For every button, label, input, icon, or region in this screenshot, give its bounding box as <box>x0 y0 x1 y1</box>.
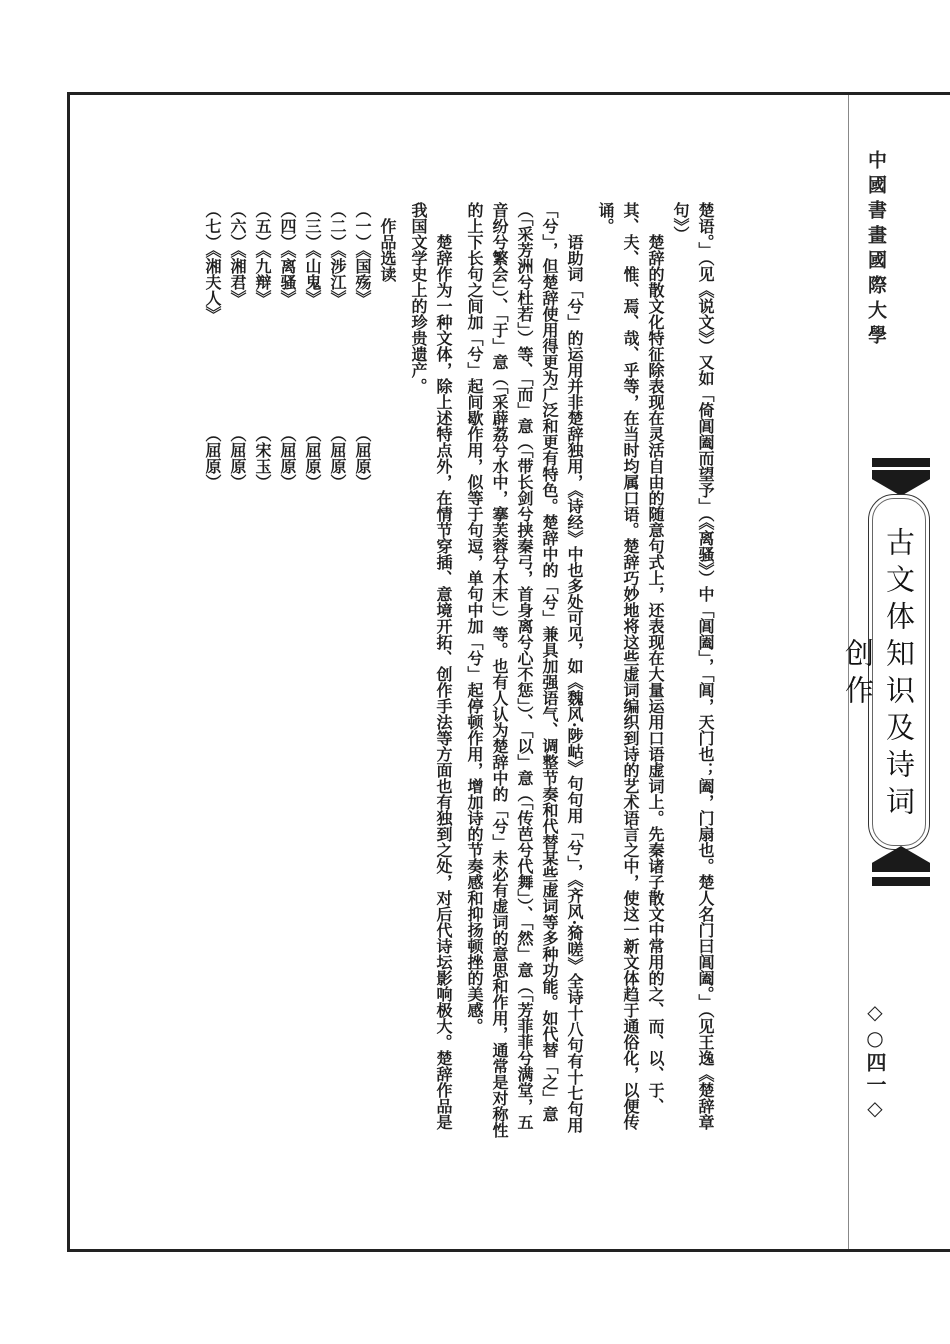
work-author: （宋玉） <box>253 426 272 490</box>
list-item <box>200 202 225 1142</box>
paragraph: 楚语。」（见《说文》）又如「倚阊阖而望予」（《离骚》）中「阊阖」，「阊，天门也；阖，门扇也。楚人名门曰阊阖。」（见王逸《楚辞章句》） <box>671 202 715 1130</box>
work-author: （屈原） <box>228 426 247 490</box>
paragraph: 楚辞的散文化特征除表现在灵活自由的随意句式上，还表现在大量运用口语虚词上。先秦诸子散文中常用的之、而、以、于、其、夫、惟、焉、哉、乎等，在当时均属口语。楚辞巧妙地将这些虚词编织到诗的艺术语言之中，使这一新文体趋于通俗化，以便传诵。 <box>596 202 665 1130</box>
paragraph: 语助词「兮」的运用并非楚辞独用，《诗经》中也多处可见，如《魏风·陟岵》句句用「兮」，《齐风·猗嗟》全诗十八句有十七句用「兮」，但楚辞使用得更为广泛和更有特色。楚辞中的「兮」兼具加强语气、调整节奏和代替某些虚词等多种功能。如代替「之」意（「采芳洲兮杜若」）等、「而」意（「带长剑兮挟秦弓，首身离兮心不惩」）、「以」意（「传芭兮代舞」）、「然」意（「芳菲菲兮满堂，五音纷兮繁会」）、「于」意（「采薜荔兮水中，搴芙蓉兮木末」）等。也有人认为楚辞中的「兮」未必有虚词的意思和作用，通常是对称性的上下长句之间加「兮」起间歇作用，似等于句逗，单句中加「兮」起停顿作用，增加诗的节奏感和抑扬顿挫的美感。 <box>465 202 584 1138</box>
section-heading: 作品选读 <box>378 218 397 282</box>
banner-bottom-bar <box>872 877 930 886</box>
work-author: （屈原） <box>353 426 372 490</box>
university-name: 中國書畫國際大學 <box>865 150 887 350</box>
work-title: （七）《湘夫人》 <box>203 202 222 322</box>
list-item <box>250 202 275 1142</box>
work-title: （五）《九辩》 <box>253 202 272 306</box>
work-author: （屈原） <box>303 426 322 490</box>
work-title: （四）《离骚》 <box>278 202 297 306</box>
work-author: （屈原） <box>328 426 347 490</box>
work-title: （六）《湘君》 <box>228 202 247 306</box>
work-title: （一）《国殇》 <box>353 202 372 306</box>
page-number: ◇○四一◇ <box>863 1000 887 1122</box>
list-item <box>350 202 375 1142</box>
book-title: 古文体知识及诗词创作 <box>841 527 916 823</box>
list-item <box>325 202 350 1142</box>
work-author: （屈原） <box>278 426 297 490</box>
main-text <box>200 202 718 1142</box>
work-author: （屈原） <box>203 426 222 490</box>
paragraph: 楚辞作为一种文体，除上述特点外，在情节穿插、意境开拓、创作手法等方面也有独到之处，对后代诗坛影响极大。楚辞作品是我国文学史上的珍贵遗产。 <box>409 202 453 1130</box>
list-item <box>275 202 300 1142</box>
work-title: （二）《涉江》 <box>328 202 347 306</box>
list-item <box>300 202 325 1142</box>
banner-top-bar <box>872 458 930 467</box>
list-item <box>225 202 250 1142</box>
work-title: （三）《山鬼》 <box>303 202 322 306</box>
